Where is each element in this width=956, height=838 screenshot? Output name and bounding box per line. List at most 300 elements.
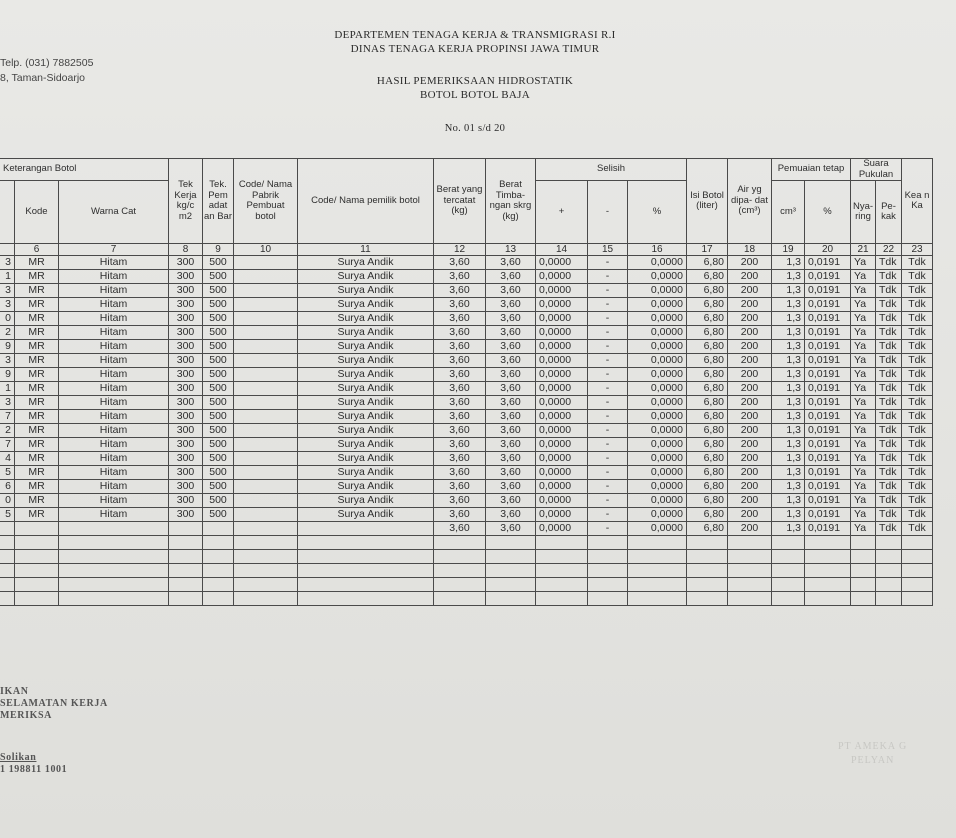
cell-plus: 0,0000 <box>536 424 588 438</box>
cell-tek-pem: 500 <box>203 256 234 270</box>
heading-line-2: DINAS TENAGA KERJA PROPINSI JAWA TIMUR <box>350 43 600 55</box>
blank-cell <box>536 564 588 578</box>
cell-cm3: 1,3 <box>772 382 805 396</box>
cell-pekak: Tdk <box>876 256 902 270</box>
cell-pabrik <box>234 424 298 438</box>
cell-pemilik: Surya Andik <box>298 382 434 396</box>
row-number: 2 <box>0 326 15 340</box>
cell-tek-pem: 500 <box>203 284 234 298</box>
cell-pct: 0,0000 <box>628 340 687 354</box>
column-number-row <box>0 244 933 256</box>
cell-pemilik: Surya Andik <box>298 452 434 466</box>
cell-minus: - <box>588 452 628 466</box>
blank-cell <box>805 578 851 592</box>
blank-cell <box>728 550 772 564</box>
cell-warna: Hitam <box>59 270 169 284</box>
cell-minus: - <box>588 424 628 438</box>
cell-pct: 0,0000 <box>628 522 687 536</box>
cell-tek-kerja: 300 <box>169 368 203 382</box>
cell-berat2: 3,60 <box>486 424 536 438</box>
cell-plus: 0,0000 <box>536 284 588 298</box>
cell-tek-pem: 500 <box>203 368 234 382</box>
cell-minus: - <box>588 410 628 424</box>
cell-minus: - <box>588 368 628 382</box>
cell-pabrik <box>234 312 298 326</box>
column-number: 14 <box>536 244 588 256</box>
cell-kode: MR <box>15 368 59 382</box>
column-number: 11 <box>298 244 434 256</box>
cell-pekak: Tdk <box>876 466 902 480</box>
column-number-blank <box>0 244 15 256</box>
header-plus: + <box>536 181 588 244</box>
cell-berat1: 3,60 <box>434 410 486 424</box>
cell-tek-pem: 500 <box>203 480 234 494</box>
cell-air: 200 <box>728 494 772 508</box>
blank-cell <box>902 578 933 592</box>
blank-cell <box>298 578 434 592</box>
heading-line-1: DEPARTEMEN TENAGA KERJA & TRANSMIGRASI R.I <box>334 29 616 41</box>
cell-tek-pem: 500 <box>203 270 234 284</box>
cell-warna: Hitam <box>59 298 169 312</box>
cell-warna: Hitam <box>59 368 169 382</box>
cell-tek-kerja: 300 <box>169 466 203 480</box>
blank-cell <box>628 578 687 592</box>
row-number: 1 <box>0 382 15 396</box>
blank-row <box>0 578 933 592</box>
cell-plus: 0,0000 <box>536 396 588 410</box>
table-row <box>0 480 933 494</box>
cell-tek-kerja: 300 <box>169 326 203 340</box>
cell-keadaan: Tdk <box>902 452 933 466</box>
cell-keadaan: Tdk <box>902 256 933 270</box>
cell-berat2: 3,60 <box>486 368 536 382</box>
sender-address <box>0 56 93 86</box>
cell-warna: Hitam <box>59 396 169 410</box>
cell-muai: 0,0191 <box>805 466 851 480</box>
cell-pemilik: Surya Andik <box>298 298 434 312</box>
cell-muai: 0,0191 <box>805 452 851 466</box>
document-heading <box>230 28 720 136</box>
cell-berat1: 3,60 <box>434 522 486 536</box>
cell-plus: 0,0000 <box>536 382 588 396</box>
cell-muai: 0,0191 <box>805 326 851 340</box>
cell-minus: - <box>588 522 628 536</box>
column-number: 19 <box>772 244 805 256</box>
column-number: 15 <box>588 244 628 256</box>
cell-pct: 0,0000 <box>628 508 687 522</box>
blank-cell <box>59 550 169 564</box>
cell-pekak: Tdk <box>876 312 902 326</box>
blank-cell <box>434 536 486 550</box>
blank-cell <box>0 578 15 592</box>
cell-kode: MR <box>15 312 59 326</box>
cell-plus: 0,0000 <box>536 298 588 312</box>
cell-nyaring: Ya <box>851 494 876 508</box>
cell-plus: 0,0000 <box>536 270 588 284</box>
blank-cell <box>234 578 298 592</box>
cell-air: 200 <box>728 424 772 438</box>
cell-tek-kerja: 300 <box>169 452 203 466</box>
cell-isi: 6,80 <box>687 312 728 326</box>
cell-minus: - <box>588 256 628 270</box>
cell-berat1: 3,60 <box>434 354 486 368</box>
cell-nyaring: Ya <box>851 298 876 312</box>
heading-line-3: HASIL PEMERIKSAAN HIDROSTATIK <box>376 75 574 87</box>
cell-pekak: Tdk <box>876 340 902 354</box>
cell-cm3: 1,3 <box>772 424 805 438</box>
cell-plus: 0,0000 <box>536 452 588 466</box>
cell-air: 200 <box>728 382 772 396</box>
cell-pemilik: Surya Andik <box>298 284 434 298</box>
cell-muai: 0,0191 <box>805 480 851 494</box>
blank-cell <box>169 592 203 606</box>
blank-cell <box>434 592 486 606</box>
cell-tek-pem: 500 <box>203 438 234 452</box>
cell-isi: 6,80 <box>687 270 728 284</box>
cell-pabrik <box>234 326 298 340</box>
blank-cell <box>486 592 536 606</box>
cell-cm3: 1,3 <box>772 270 805 284</box>
column-number: 22 <box>876 244 902 256</box>
cell-warna: Hitam <box>59 424 169 438</box>
cell-pct: 0,0000 <box>628 494 687 508</box>
cell-pekak: Tdk <box>876 494 902 508</box>
row-number: 1 <box>0 270 15 284</box>
cell-pemilik: Surya Andik <box>298 340 434 354</box>
cell-plus: 0,0000 <box>536 410 588 424</box>
cell-berat1: 3,60 <box>434 312 486 326</box>
row-number: 7 <box>0 410 15 424</box>
cell-plus: 0,0000 <box>536 326 588 340</box>
blank-cell <box>486 536 536 550</box>
cell-berat1: 3,60 <box>434 340 486 354</box>
cell-kode: MR <box>15 284 59 298</box>
cell-berat1: 3,60 <box>434 270 486 284</box>
blank-cell <box>902 550 933 564</box>
cell-tek-pem <box>203 522 234 536</box>
cell-pabrik <box>234 284 298 298</box>
cell-minus: - <box>588 312 628 326</box>
cell-tek-kerja: 300 <box>169 508 203 522</box>
blank-cell <box>728 564 772 578</box>
table-row <box>0 396 933 410</box>
cell-keadaan: Tdk <box>902 270 933 284</box>
cell-pabrik <box>234 494 298 508</box>
blank-row <box>0 536 933 550</box>
blank-cell <box>15 564 59 578</box>
cell-minus: - <box>588 270 628 284</box>
blank-cell <box>298 550 434 564</box>
header-minus: - <box>588 181 628 244</box>
cell-plus: 0,0000 <box>536 494 588 508</box>
table-row <box>0 284 933 298</box>
blank-cell <box>203 564 234 578</box>
blank-cell <box>772 578 805 592</box>
blank-cell <box>0 550 15 564</box>
cell-pct: 0,0000 <box>628 270 687 284</box>
cell-isi: 6,80 <box>687 326 728 340</box>
blank-cell <box>805 564 851 578</box>
row-number: 0 <box>0 494 15 508</box>
cell-warna: Hitam <box>59 438 169 452</box>
cell-minus: - <box>588 466 628 480</box>
row-number: 3 <box>0 298 15 312</box>
row-number: 2 <box>0 424 15 438</box>
cell-tek-pem: 500 <box>203 382 234 396</box>
cell-minus: - <box>588 326 628 340</box>
blank-cell <box>902 536 933 550</box>
cell-tek-kerja: 300 <box>169 382 203 396</box>
cell-plus: 0,0000 <box>536 256 588 270</box>
cell-nyaring: Ya <box>851 284 876 298</box>
cell-berat2: 3,60 <box>486 508 536 522</box>
cell-kode: MR <box>15 256 59 270</box>
cell-kode: MR <box>15 438 59 452</box>
blank-cell <box>902 592 933 606</box>
blank-cell <box>772 550 805 564</box>
cell-tek-pem: 500 <box>203 424 234 438</box>
cell-pemilik: Surya Andik <box>298 256 434 270</box>
blank-cell <box>169 564 203 578</box>
blank-cell <box>298 564 434 578</box>
table-row <box>0 256 933 270</box>
blank-row <box>0 564 933 578</box>
cell-air: 200 <box>728 480 772 494</box>
cell-berat1: 3,60 <box>434 508 486 522</box>
cell-nyaring: Ya <box>851 270 876 284</box>
cell-nyaring: Ya <box>851 410 876 424</box>
table-row <box>0 466 933 480</box>
cell-berat2: 3,60 <box>486 522 536 536</box>
column-number: 7 <box>59 244 169 256</box>
cell-tek-kerja: 300 <box>169 438 203 452</box>
cell-keadaan: Tdk <box>902 298 933 312</box>
cell-berat2: 3,60 <box>486 494 536 508</box>
cell-berat2: 3,60 <box>486 438 536 452</box>
header-code-pabrik: Code/ Nama Pabrik Pembuat botol <box>234 159 298 244</box>
cell-tek-pem: 500 <box>203 396 234 410</box>
cell-keadaan: Tdk <box>902 480 933 494</box>
cell-muai: 0,0191 <box>805 508 851 522</box>
blank-cell <box>0 564 15 578</box>
cell-pct: 0,0000 <box>628 368 687 382</box>
blank-cell <box>486 550 536 564</box>
blank-cell <box>728 536 772 550</box>
cell-pabrik <box>234 340 298 354</box>
cell-warna: Hitam <box>59 480 169 494</box>
cell-cm3: 1,3 <box>772 480 805 494</box>
column-number: 13 <box>486 244 536 256</box>
cell-tek-kerja: 300 <box>169 340 203 354</box>
blank-cell <box>876 592 902 606</box>
cell-berat2: 3,60 <box>486 256 536 270</box>
cell-isi: 6,80 <box>687 410 728 424</box>
cell-tek-kerja: 300 <box>169 312 203 326</box>
cell-pekak: Tdk <box>876 424 902 438</box>
cell-nyaring: Ya <box>851 424 876 438</box>
cell-air: 200 <box>728 466 772 480</box>
cell-pabrik <box>234 298 298 312</box>
signature-block <box>0 686 108 776</box>
cell-berat2: 3,60 <box>486 284 536 298</box>
header-no <box>0 181 15 244</box>
row-number: 9 <box>0 368 15 382</box>
cell-pabrik <box>234 438 298 452</box>
cell-berat1: 3,60 <box>434 494 486 508</box>
cell-pabrik <box>234 354 298 368</box>
blank-cell <box>169 550 203 564</box>
cell-berat1: 3,60 <box>434 466 486 480</box>
cell-pemilik: Surya Andik <box>298 354 434 368</box>
cell-kode: MR <box>15 382 59 396</box>
blank-cell <box>536 550 588 564</box>
stamp-line-1: PT AMEKA G <box>838 741 908 752</box>
cell-pemilik: Surya Andik <box>298 410 434 424</box>
blank-cell <box>628 550 687 564</box>
cell-air: 200 <box>728 396 772 410</box>
cell-kode: MR <box>15 340 59 354</box>
cell-berat2: 3,60 <box>486 480 536 494</box>
row-number: 0 <box>0 312 15 326</box>
cell-cm3: 1,3 <box>772 452 805 466</box>
blank-cell <box>772 592 805 606</box>
cell-muai: 0,0191 <box>805 270 851 284</box>
column-number: 10 <box>234 244 298 256</box>
cell-tek-pem: 500 <box>203 410 234 424</box>
header-nyaring: Nya- ring <box>851 181 876 244</box>
cell-berat2: 3,60 <box>486 452 536 466</box>
header-air: Air yg dipa- dat (cm³) <box>728 159 772 244</box>
cell-kode: MR <box>15 354 59 368</box>
row-number: 5 <box>0 508 15 522</box>
cell-berat2: 3,60 <box>486 382 536 396</box>
table-row <box>0 312 933 326</box>
blank-cell <box>728 578 772 592</box>
header-kode: Kode <box>15 181 59 244</box>
table-row <box>0 494 933 508</box>
cell-keadaan: Tdk <box>902 354 933 368</box>
blank-cell <box>298 536 434 550</box>
cell-muai: 0,0191 <box>805 284 851 298</box>
cell-isi: 6,80 <box>687 480 728 494</box>
cell-tek-pem: 500 <box>203 494 234 508</box>
cell-tek-pem: 500 <box>203 508 234 522</box>
cell-warna: Hitam <box>59 494 169 508</box>
cell-pct: 0,0000 <box>628 326 687 340</box>
cell-nyaring: Ya <box>851 312 876 326</box>
cell-plus: 0,0000 <box>536 312 588 326</box>
address-text: 8, Taman-Sidoarjo <box>0 72 86 84</box>
blank-cell <box>851 536 876 550</box>
cell-cm3: 1,3 <box>772 256 805 270</box>
cell-keadaan: Tdk <box>902 466 933 480</box>
blank-cell <box>772 564 805 578</box>
header-percent: % <box>628 181 687 244</box>
row-number: 7 <box>0 438 15 452</box>
cell-pekak: Tdk <box>876 354 902 368</box>
footer-line-3: MERIKSA <box>0 710 52 721</box>
cell-cm3: 1,3 <box>772 284 805 298</box>
cell-plus: 0,0000 <box>536 480 588 494</box>
blank-cell <box>203 592 234 606</box>
cell-pabrik <box>234 522 298 536</box>
cell-pekak: Tdk <box>876 284 902 298</box>
table-row <box>0 270 933 284</box>
cell-pemilik: Surya Andik <box>298 438 434 452</box>
cell-pekak: Tdk <box>876 368 902 382</box>
cell-pct: 0,0000 <box>628 466 687 480</box>
footer-line-1: IKAN <box>0 686 29 697</box>
table-row <box>0 340 933 354</box>
cell-nyaring: Ya <box>851 466 876 480</box>
cell-warna: Hitam <box>59 410 169 424</box>
cell-warna: Hitam <box>59 452 169 466</box>
cell-pct: 0,0000 <box>628 480 687 494</box>
cell-pekak: Tdk <box>876 522 902 536</box>
cell-keadaan: Tdk <box>902 284 933 298</box>
cell-cm3: 1,3 <box>772 298 805 312</box>
blank-cell <box>203 536 234 550</box>
blank-cell <box>434 578 486 592</box>
blank-cell <box>15 578 59 592</box>
cell-berat1: 3,60 <box>434 480 486 494</box>
cell-pct: 0,0000 <box>628 438 687 452</box>
cell-pekak: Tdk <box>876 410 902 424</box>
cell-keadaan: Tdk <box>902 340 933 354</box>
cell-muai: 0,0191 <box>805 354 851 368</box>
blank-cell <box>876 536 902 550</box>
cell-kode: MR <box>15 508 59 522</box>
cell-pct: 0,0000 <box>628 396 687 410</box>
cell-tek-kerja: 300 <box>169 270 203 284</box>
cell-pct: 0,0000 <box>628 312 687 326</box>
column-number: 21 <box>851 244 876 256</box>
document-number: No. 01 s/d 20 <box>444 123 506 134</box>
cell-cm3: 1,3 <box>772 326 805 340</box>
blank-row <box>0 550 933 564</box>
cell-air: 200 <box>728 326 772 340</box>
cell-air: 200 <box>728 312 772 326</box>
blank-cell <box>234 592 298 606</box>
cell-pct: 0,0000 <box>628 354 687 368</box>
cell-pabrik <box>234 382 298 396</box>
blank-cell <box>687 550 728 564</box>
signatory-name: Solikan <box>0 752 37 763</box>
cell-tek-kerja: 300 <box>169 354 203 368</box>
header-warna-cat: Warna Cat <box>59 181 169 244</box>
cell-tek-kerja: 300 <box>169 256 203 270</box>
blank-cell <box>687 592 728 606</box>
blank-cell <box>169 536 203 550</box>
cell-kode: MR <box>15 452 59 466</box>
cell-keadaan: Tdk <box>902 494 933 508</box>
cell-berat1: 3,60 <box>434 382 486 396</box>
header-keadaan: Kea n Ka <box>902 159 933 244</box>
cell-air: 200 <box>728 298 772 312</box>
cell-cm3: 1,3 <box>772 508 805 522</box>
cell-kode: MR <box>15 410 59 424</box>
cell-cm3: 1,3 <box>772 368 805 382</box>
cell-berat1: 3,60 <box>434 452 486 466</box>
cell-kode: MR <box>15 270 59 284</box>
column-number: 23 <box>902 244 933 256</box>
cell-pabrik <box>234 410 298 424</box>
cell-minus: - <box>588 340 628 354</box>
cell-pemilik: Surya Andik <box>298 312 434 326</box>
group-header-keterangan: Keterangan Botol <box>0 159 169 181</box>
row-number: 4 <box>0 452 15 466</box>
blank-cell <box>0 592 15 606</box>
